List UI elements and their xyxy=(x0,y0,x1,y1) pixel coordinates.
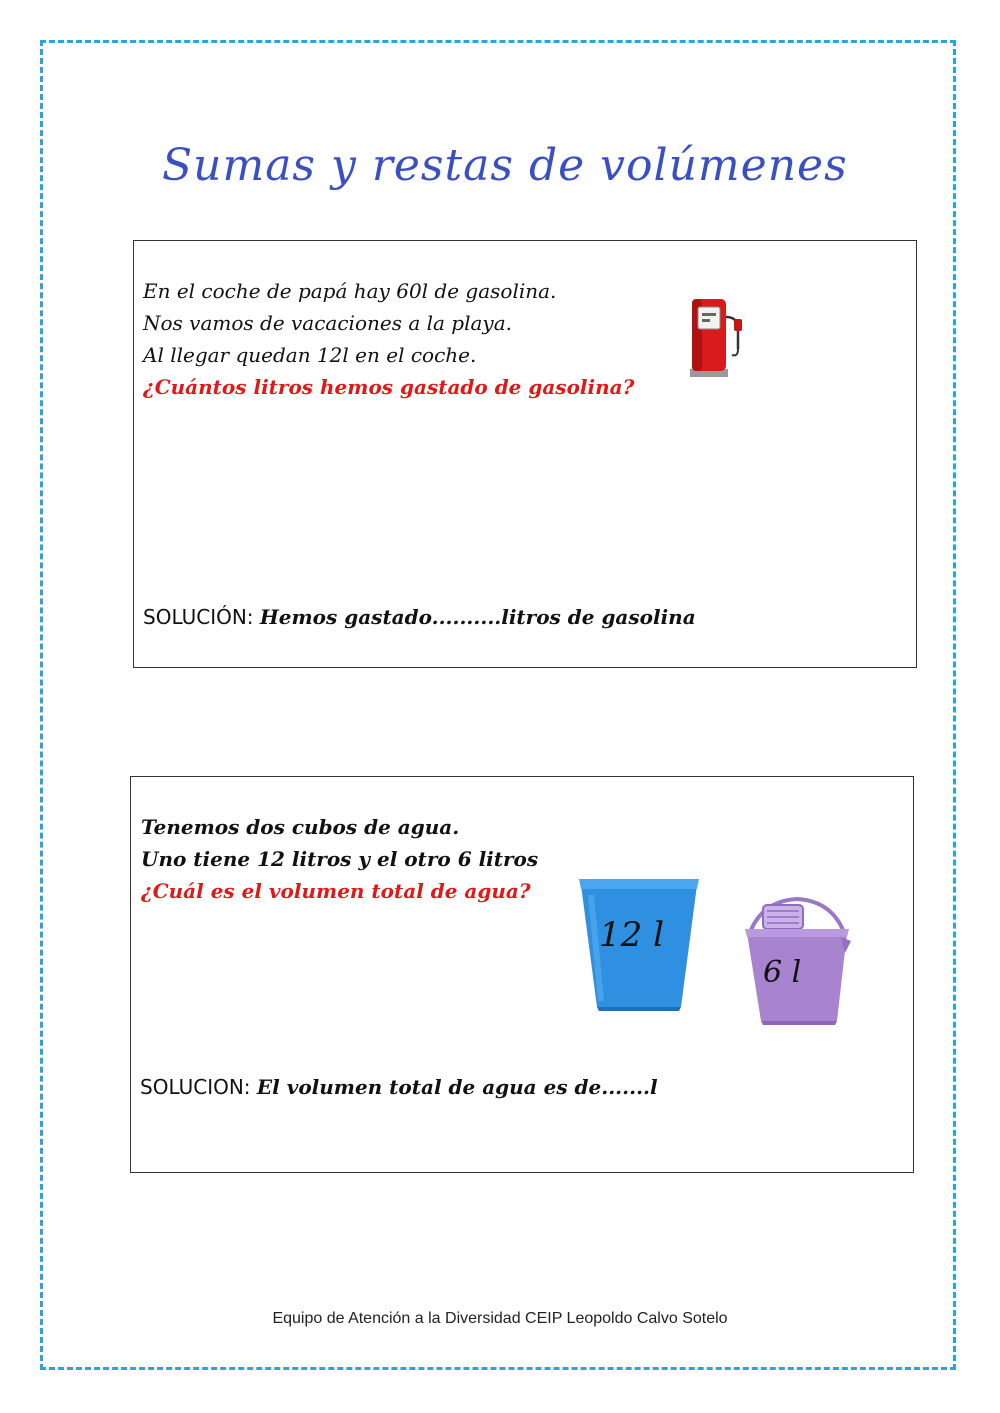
problem-1-solution-label: SOLUCIÓN: xyxy=(143,605,254,629)
problem-1-solution xyxy=(143,605,696,629)
problem-1-solution-text: Hemos gastado..........litros de gasolina xyxy=(259,605,696,629)
problem-2-line-1: Tenemos dos cubos de agua. xyxy=(141,815,460,839)
page-title: Sumas y restas de volúmenes xyxy=(162,140,848,191)
problem-1-line-2: Nos vamos de vacaciones a la playa. xyxy=(143,311,512,335)
problem-1-question: ¿Cuántos litros hemos gastado de gasolina? xyxy=(143,375,635,399)
problem-2-line-2: Uno tiene 12 litros y el otro 6 litros xyxy=(141,847,539,871)
problem-2-box xyxy=(130,776,914,1173)
problem-1-line-1: En el coche de papá hay 60l de gasolina. xyxy=(143,279,557,303)
problem-2-solution-label: SOLUCION: xyxy=(140,1075,251,1099)
problem-1-box xyxy=(133,240,917,668)
problem-1-line-3: Al llegar quedan 12l en el coche. xyxy=(143,343,477,367)
footer-credit: Equipo de Atención a la Diversidad CEIP Leopoldo Calvo Sotelo xyxy=(272,1310,728,1327)
problem-2-question: ¿Cuál es el volumen total de agua? xyxy=(141,879,531,903)
problem-2-solution-text: El volumen total de agua es de.......l xyxy=(256,1075,658,1099)
gas-pump-icon xyxy=(686,295,748,379)
problem-2-solution xyxy=(140,1075,658,1099)
bucket-1-label: 12 l xyxy=(599,915,664,955)
bucket-2-label: 6 l xyxy=(763,955,802,990)
